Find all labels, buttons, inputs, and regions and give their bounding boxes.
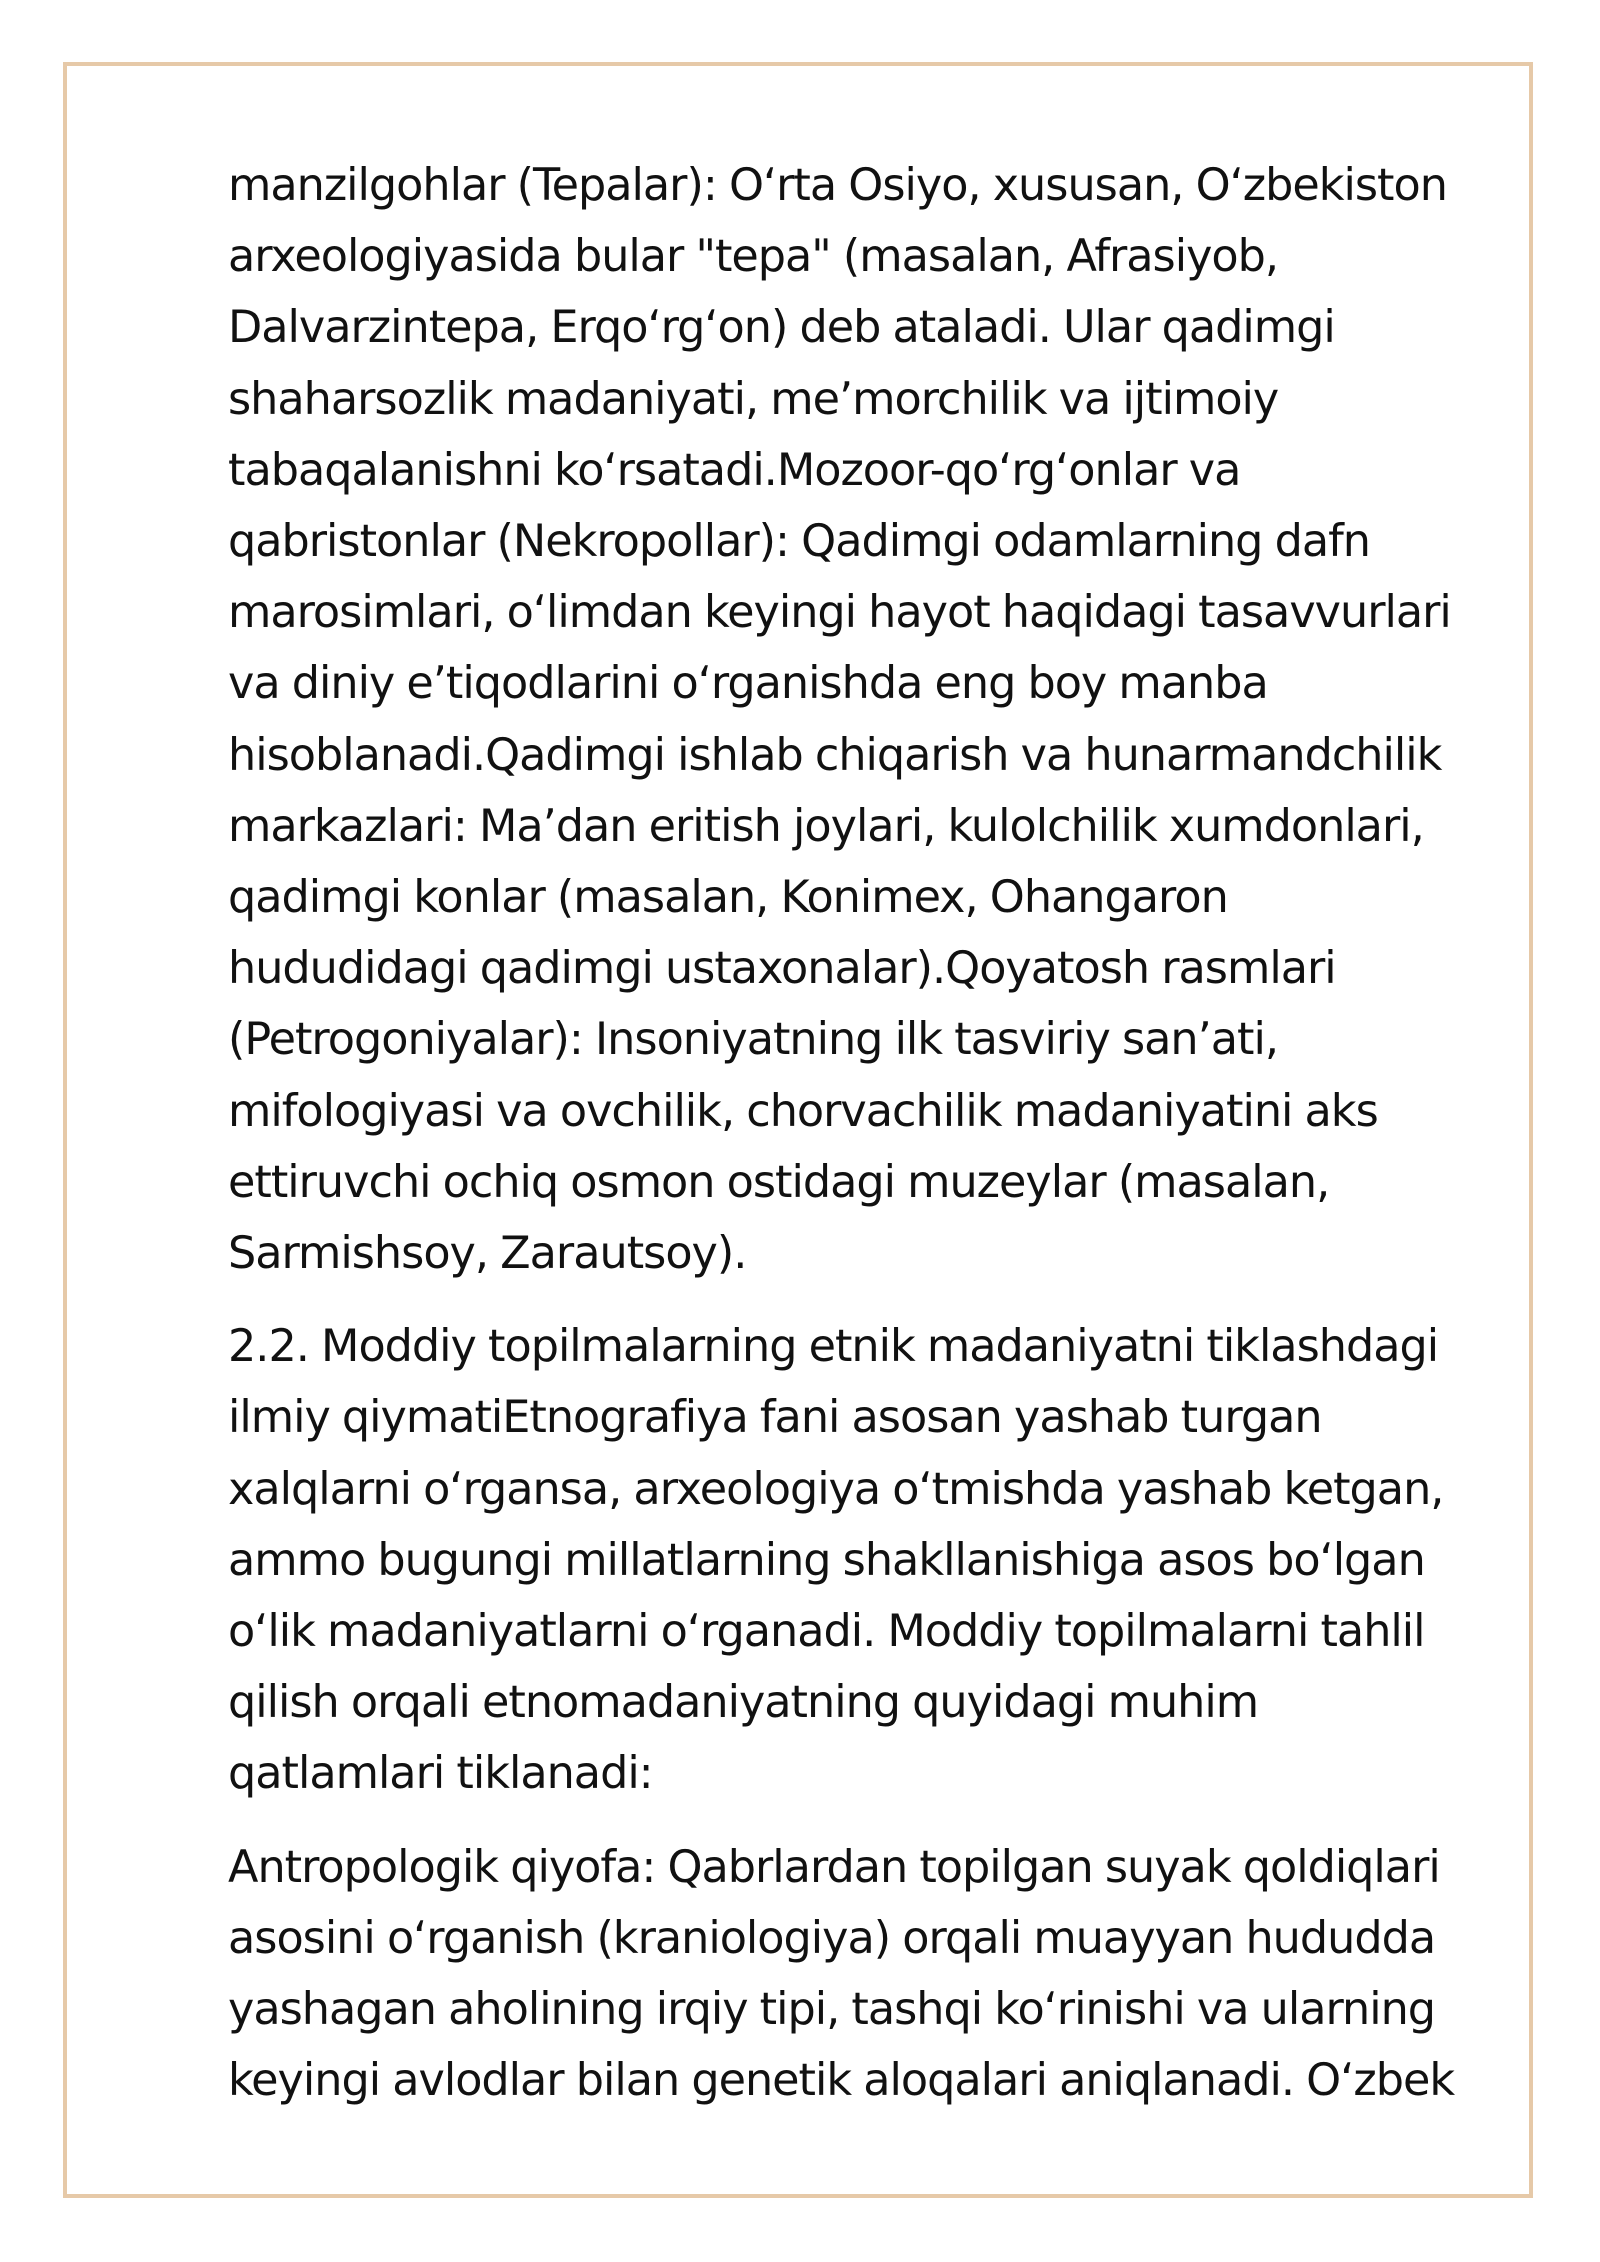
paragraph-1: manzilgohlar (Tepalar): O‘rta Osiyo, xususan, O‘zbekiston arxeologiyasida bular "tepa" (masalan, Afrasiyob, Dalvarzintepa, Erqo‘rg‘on) deb ataladi. Ular qadimgi shaharsozlik madaniyati, me’morchilik va ijtimoiy tabaqalanishni ko‘rsatadi.Mozoor-qo‘rg‘onlar va qabristonlar (Nekropollar): Qadimgi odamlarning dafn marosimlari, o‘limdan keyingi hayot haqidagi tasavvurlari va diniy e’tiqodlarini o‘rganishda eng boy manba hisoblanadi.Qadimgi ishlab chiqarish va hunarmandchilik markazlari: Ma’dan eritish joylari, kulolchilik xumdonlari, qadimgi konlar (masalan, Konimex, Ohangaron hududidagi qadimgi ustaxonalar).Qoyatosh rasmlari (Petrogoniyalar): Insoniyatning ilk tasviriy san’ati, mifologiyasi va ovchilik, chorvachilik madaniyatini aks ettiruvchi ochiq osmon ostidagi muzeylar (masalan, Sarmishsoy, Zarautsoy). xyxy=(228,160,1451,1280)
document-body xyxy=(228,150,1513,2138)
paragraph-3: Antropologik qiyofa: Qabrlardan topilgan suyak qoldiqlari asosini o‘rganish (kraniologiya) orqali muayyan hududda yashagan aholining irqiy tipi, tashqi ko‘rinishi va ularning keyingi avlodlar bilan genetik aloqalari aniqlanadi. O‘zbek xyxy=(228,1841,1455,2107)
paragraph-2: 2.2. Moddiy topilmalarning etnik madaniyatni tiklashdagi ilmiy qiymatiEtnografiya fani asosan yashab turgan xalqlarni o‘rgansa, arxeologiya o‘tmishda yashab ketgan, ammo bugungi millatlarning shakllanishiga asos bo‘lgan o‘lik madaniyatlarni o‘rganadi. Moddiy topilmalarni tahlil qilish orqali etnomadaniyatning quyidagi muhim qatlamlari tiklanadi: xyxy=(228,1321,1444,1800)
